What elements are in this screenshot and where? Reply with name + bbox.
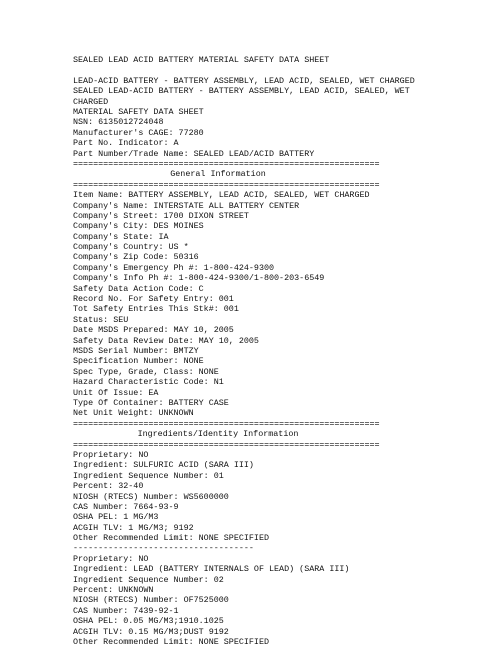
ingredient-field-line: OSHA PEL: 1 MG/M3 bbox=[73, 512, 159, 523]
general-field-line: Spec Type, Grade, Class: NONE bbox=[73, 366, 219, 377]
general-field-line: Safety Data Review Date: MAY 10, 2005 bbox=[73, 335, 259, 346]
ingredient-field-line: Other Recommended Limit: NONE SPECIFIED bbox=[73, 533, 270, 544]
ingredient-field-line: NIOSH (RTECS) Number: OF7525000 bbox=[73, 595, 229, 606]
section-rule: ============================================================= bbox=[73, 158, 380, 169]
general-field-line: Unit Of Issue: EA bbox=[73, 387, 159, 398]
ingredients-heading: Ingredients/Identity Information bbox=[137, 429, 299, 440]
general-field-line: Status: SEU bbox=[73, 314, 129, 325]
general-field-line: Company's State: IA bbox=[73, 231, 169, 242]
header-line: Part Number/Trade Name: SEALED LEAD/ACID BATTERY bbox=[73, 148, 315, 159]
ingredient-field-line: Ingredient Sequence Number: 01 bbox=[73, 470, 224, 481]
ingredient-field-line: NIOSH (RTECS) Number: WS5600000 bbox=[73, 491, 229, 502]
general-information-heading: General Information bbox=[170, 169, 266, 180]
ingredient-field-line: Ingredient: SULFURIC ACID (SARA III) bbox=[73, 460, 254, 471]
general-field-line: Tot Safety Entries This Stk#: 001 bbox=[73, 304, 239, 315]
msds-document bbox=[73, 55, 413, 647]
general-field-line: Company's Zip Code: 50316 bbox=[73, 252, 199, 263]
header-line: LEAD-ACID BATTERY - BATTERY ASSEMBLY, LEAD ACID, SEALED, WET CHARGED bbox=[73, 75, 415, 86]
ingredient-field-line: CAS Number: 7439-92-1 bbox=[73, 605, 179, 616]
general-field-line: Type Of Container: BATTERY CASE bbox=[73, 397, 229, 408]
general-field-line: Company's Emergency Ph #: 1-800-424-9300 bbox=[73, 262, 275, 273]
section-rule: ============================================================= bbox=[73, 418, 380, 429]
general-field-line: Hazard Characteristic Code: N1 bbox=[73, 377, 224, 388]
ingredient-block-sulfuric-acid bbox=[73, 450, 413, 544]
general-field-line: Company's Street: 1700 DIXON STREET bbox=[73, 210, 249, 221]
ingredient-field-line: Percent: 32-40 bbox=[73, 481, 144, 492]
ingredient-field-line: Proprietary: NO bbox=[73, 449, 149, 460]
header-block bbox=[73, 76, 413, 159]
section-rule: ============================================================= bbox=[73, 439, 380, 450]
general-information-block bbox=[73, 190, 413, 419]
general-field-line: Company's City: DES MOINES bbox=[73, 221, 204, 232]
general-field-line: Company's Country: US * bbox=[73, 242, 189, 253]
ingredient-field-line: Ingredient Sequence Number: 02 bbox=[73, 574, 224, 585]
section-rule: ============================================================= bbox=[73, 179, 380, 190]
ingredient-field-line: ACGIH TLV: 0.15 MG/M3;DUST 9192 bbox=[73, 626, 229, 637]
general-field-line: Record No. For Safety Entry: 001 bbox=[73, 294, 234, 305]
general-field-line: Specification Number: NONE bbox=[73, 356, 204, 367]
general-field-line: Company's Info Ph #: 1-800-424-9300/1-800-203-6549 bbox=[73, 273, 325, 284]
ingredient-field-line: CAS Number: 7664-93-9 bbox=[73, 501, 179, 512]
ingredient-field-line: OSHA PEL: 0.05 MG/M3;1910.1025 bbox=[73, 616, 224, 627]
header-line: MATERIAL SAFETY DATA SHEET bbox=[73, 106, 204, 117]
general-field-line: Item Name: BATTERY ASSEMBLY, LEAD ACID, SEALED, WET CHARGED bbox=[73, 190, 370, 201]
general-field-line: Safety Data Action Code: C bbox=[73, 283, 204, 294]
general-field-line: Net Unit Weight: UNKNOWN bbox=[73, 408, 194, 419]
header-line: NSN: 6135012724048 bbox=[73, 117, 164, 128]
ingredient-field-line: ACGIH TLV: 1 MG/M3; 9192 bbox=[73, 522, 194, 533]
general-field-line: Date MSDS Prepared: MAY 10, 2005 bbox=[73, 325, 234, 336]
document-title: SEALED LEAD ACID BATTERY MATERIAL SAFETY DATA SHEET bbox=[73, 55, 330, 65]
spacer bbox=[73, 65, 413, 75]
ingredient-field-line: Other Recommended Limit: NONE SPECIFIED bbox=[73, 636, 270, 647]
general-field-line: Company's Name: INTERSTATE ALL BATTERY CENTER bbox=[73, 200, 300, 211]
ingredient-block-lead bbox=[73, 554, 413, 647]
ingredient-field-line: Ingredient: LEAD (BATTERY INTERNALS OF LEAD) (SARA III) bbox=[73, 564, 350, 575]
header-line: SEALED LEAD-ACID BATTERY - BATTERY ASSEMBLY, LEAD ACID, SEALED, WET bbox=[73, 86, 410, 97]
general-field-line: MSDS Serial Number: BMTZY bbox=[73, 345, 199, 356]
ingredient-divider: ------------------------------------ bbox=[73, 543, 254, 554]
header-line: CHARGED bbox=[73, 96, 109, 107]
ingredient-field-line: Percent: UNKNOWN bbox=[73, 585, 154, 596]
header-line: Manufacturer's CAGE: 77280 bbox=[73, 127, 204, 138]
header-line: Part No. Indicator: A bbox=[73, 138, 179, 149]
ingredient-field-line: Proprietary: NO bbox=[73, 553, 149, 564]
